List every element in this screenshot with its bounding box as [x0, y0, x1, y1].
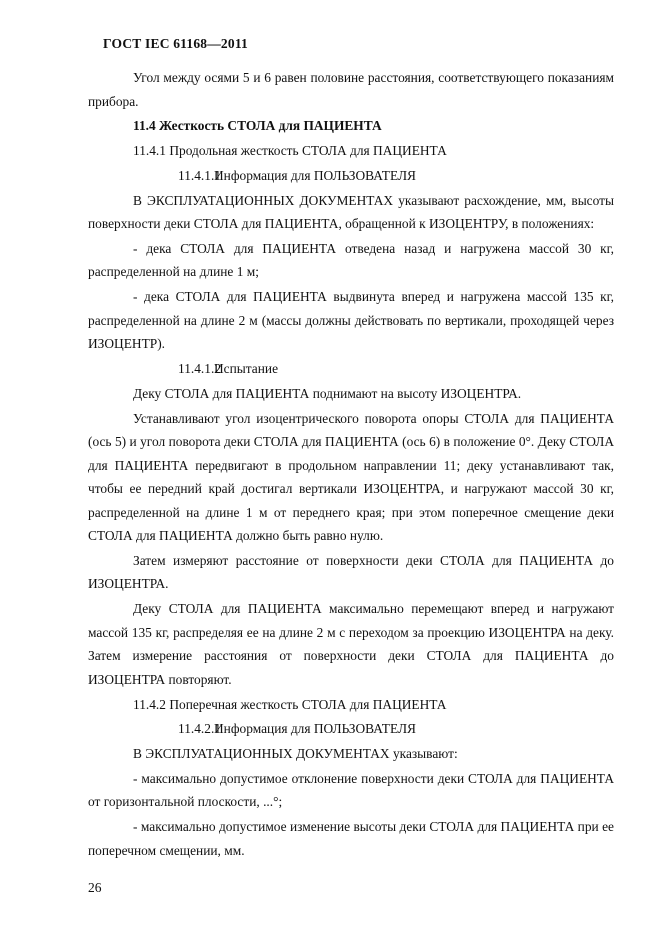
clause-heading — [88, 357, 614, 381]
paragraph: Угол между осями 5 и 6 равен половине расстояния, соответствующего показаниям прибора. — [88, 70, 614, 109]
list-item: - дека СТОЛА для ПАЦИЕНТА выдвинута вперед и нагружена массой 135 кг, распределенной на длине 2 м (массы должны действовать по вертикали, проходящей через ИЗОЦЕНТР). — [88, 289, 614, 352]
paragraph: Затем измеряют расстояние от поверхности деки СТОЛА для ПАЦИЕНТА до ИЗОЦЕНТРА. — [88, 552, 614, 592]
standard-header: ГОСТ IEC 61168—2011 — [103, 36, 248, 51]
paragraph: Деку СТОЛА для ПАЦИЕНТА максимально перемещают вперед и нагружают массой 135 кг, распределяя ее на длине 2 м с переходом за проекцию ИЗОЦЕНТРА на деку. Затем измерение расстояния от поверхности деки СТОЛА для ПАЦИЕНТА до ИЗОЦЕНТРА повторяют. — [88, 601, 614, 687]
document-body — [88, 66, 614, 864]
clause-number: 11.4.1.2 — [178, 361, 222, 377]
paragraph: Деку СТОЛА для ПАЦИЕНТА поднимают на высоту ИЗОЦЕНТРА. — [133, 385, 522, 401]
paragraph: В ЭКСПЛУАТАЦИОННЫХ ДОКУМЕНТАХ указывают: — [133, 746, 458, 762]
list-item: - максимально допустимое отклонение поверхности деки СТОЛА для ПАЦИЕНТА от горизонтальной плоскости, ...°; — [88, 770, 614, 810]
paragraph: Устанавливают угол изоцентрического поворота опоры СТОЛА для ПАЦИЕНТА (ось 5) и угол поворота деки СТОЛА для ПАЦИЕНТА (ось 6) в положение 0°. Деку СТОЛА для ПАЦИЕНТА передвигают в продольном направлении 11; деку устанавливают так, чтобы ее передний край достигал вертикали ИЗОЦЕНТРА, и нагружают массой 30 кг, распределенной на длине 1 м от переднего края; при этом поперечное смещение деки СТОЛА для ПАЦИЕНТА должно быть равно нулю. — [88, 410, 614, 544]
clause-title: Информация для ПОЛЬЗОВАТЕЛЯ — [214, 167, 416, 183]
paragraph: В ЭКСПЛУАТАЦИОННЫХ ДОКУМЕНТАХ указывают расхождение, мм, высоты поверхности деки СТОЛА для ПАЦИЕНТА, обращенной к ИЗОЦЕНТРУ, в положениях: — [88, 192, 614, 232]
clause-heading — [88, 164, 614, 188]
subsection-heading: 11.4.2 Поперечная жесткость СТОЛА для ПАЦИЕНТА — [133, 696, 447, 712]
clause-title: Испытание — [214, 361, 279, 377]
subsection-heading: 11.4.1 Продольная жесткость СТОЛА для ПАЦИЕНТА — [133, 143, 447, 159]
section-heading: 11.4 Жесткость СТОЛА для ПАЦИЕНТА — [133, 118, 382, 134]
page-number: 26 — [88, 880, 102, 895]
list-item: - дека СТОЛА для ПАЦИЕНТА отведена назад и нагружена массой 30 кг, распределенной на длине 1 м; — [88, 240, 614, 280]
list-item: - максимально допустимое изменение высоты деки СТОЛА для ПАЦИЕНТА при ее поперечном смещении, мм. — [88, 819, 614, 858]
clause-number: 11.4.2.1 — [178, 721, 222, 737]
clause-heading — [88, 717, 614, 741]
clause-title: Информация для ПОЛЬЗОВАТЕЛЯ — [214, 721, 416, 737]
clause-number: 11.4.1.1 — [178, 167, 222, 183]
